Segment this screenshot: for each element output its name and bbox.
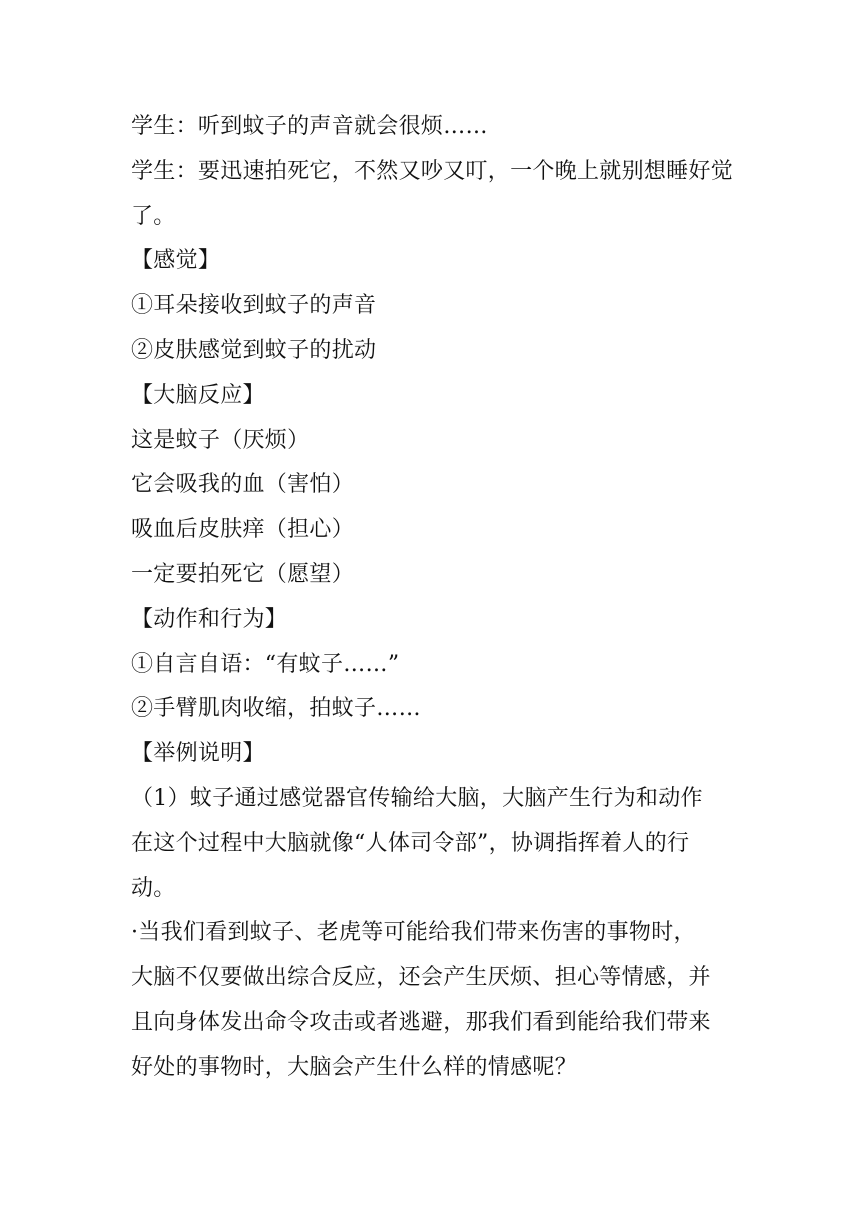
student-line-2-continued: 了。 (131, 203, 176, 229)
example-paragraph-line-3: 动。 (131, 875, 176, 901)
student-line-2: 学生：要迅速拍死它，不然又吵又叮，一个晚上就别想睡好觉 (131, 158, 734, 184)
brain-reaction-item-2: 它会吸我的血（害怕） (131, 472, 355, 498)
section-heading-action: 【动作和行为】 (131, 606, 288, 632)
feeling-item-2: ②皮肤感觉到蚊子的扰动 (131, 337, 377, 363)
example-paragraph-line-1: （1）蚊子通过感觉器官传输给大脑，大脑产生行为和动作 (131, 785, 703, 811)
student-line-1: 学生：听到蚊子的声音就会很烦…… (131, 114, 488, 139)
section-heading-example: 【举例说明】 (131, 741, 265, 767)
section-heading-feeling: 【感觉】 (131, 248, 221, 274)
question-paragraph-line-3: 且向身体发出命令攻击或者逃避，那我们看到能给我们带来 (131, 1009, 711, 1035)
brain-reaction-item-1: 这是蚊子（厌烦） (131, 427, 310, 453)
brain-reaction-item-3: 吸血后皮肤痒（担心） (131, 517, 355, 543)
question-paragraph-line-4: 好处的事物时，大脑会产生什么样的情感呢？ (131, 1054, 578, 1080)
question-paragraph-line-1: ·当我们看到蚊子、老虎等可能给我们带来伤害的事物时， (131, 920, 696, 946)
section-heading-brain-reaction: 【大脑反应】 (131, 382, 265, 408)
action-item-1: ①自言自语：“有蚊子……” (131, 651, 400, 677)
question-paragraph-line-2: 大脑不仅要做出综合反应，还会产生厌烦、担心等情感，并 (131, 965, 711, 991)
document-body (131, 105, 743, 1091)
action-item-2: ②手臂肌肉收缩，拍蚊子…… (131, 696, 421, 722)
feeling-item-1: ①耳朵接收到蚊子的声音 (131, 293, 377, 319)
example-paragraph-line-2: 在这个过程中大脑就像“人体司令部”，协调指挥着人的行 (131, 830, 690, 856)
brain-reaction-item-4: 一定要拍死它（愿望） (131, 561, 355, 587)
